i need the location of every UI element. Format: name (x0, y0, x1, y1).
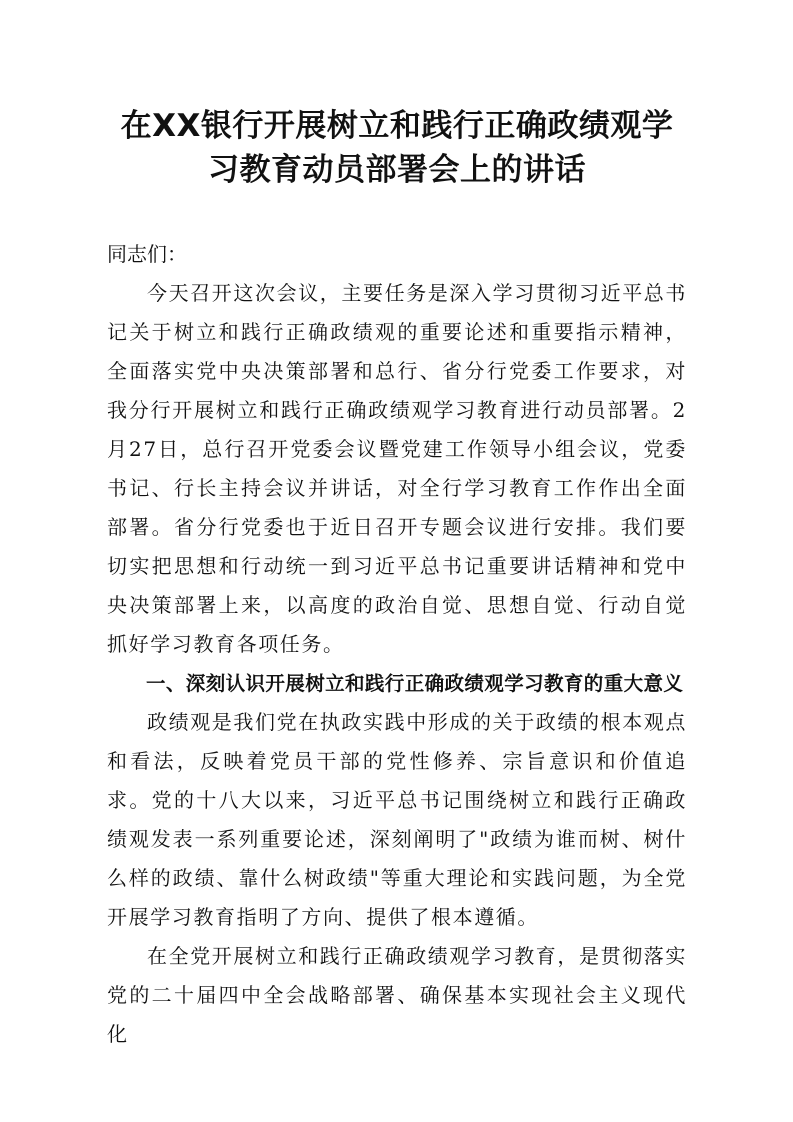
salutation: 同志们： (107, 242, 187, 266)
body-paragraph-intro: 今天召开这次会议，主要任务是深入学习贯彻习近平总书记关于树立和践行正确政绩观的重要论述和重要指示精神，全面落实党中央决策部署和总行、省分行党委工作要求，对我分行开展树立和践行正确政绩观学习教育进行动员部署。2月27日，总行召开党委会议暨党建工作领导小组会议，党委书记、行长主持会议并讲话，对全行学习教育工作作出全面部署。省分行党委也于近日召开专题会议进行安排。我们要切实把思想和行动统一到习近平总书记重要讲话精神和党中央决策部署上来，以高度的政治自觉、思想自觉、行动自觉抓好学习教育各项任务。 (107, 281, 687, 656)
section-heading-1: 一、深刻认识开展树立和践行正确政绩观学习教育的重大意义 (146, 672, 684, 695)
document-body (107, 235, 687, 1054)
document-title (107, 104, 687, 192)
body-paragraph-significance: 在全党开展树立和践行正确政绩观学习教育，是贯彻落实党的二十届四中全会战略部署、确保基本实现社会主义现代化 (107, 944, 687, 1046)
body-paragraph-view: 政绩观是我们党在执政实践中形成的关于政绩的根本观点和看法，反映着党员干部的党性修养、宗旨意识和价值追求。党的十八大以来，习近平总书记围绕树立和践行正确政绩观发表一系列重要论述，深刻阐明了"政绩为谁而树、树什么样的政绩、靠什么树政绩"等重大理论和实践问题，为全党开展学习教育指明了方向、提供了根本遵循。 (107, 710, 687, 929)
title-line-1: 在XX银行开展树立和践行正确政绩观学 (120, 108, 674, 144)
title-line-2: 习教育动员部署会上的讲话 (208, 152, 586, 188)
